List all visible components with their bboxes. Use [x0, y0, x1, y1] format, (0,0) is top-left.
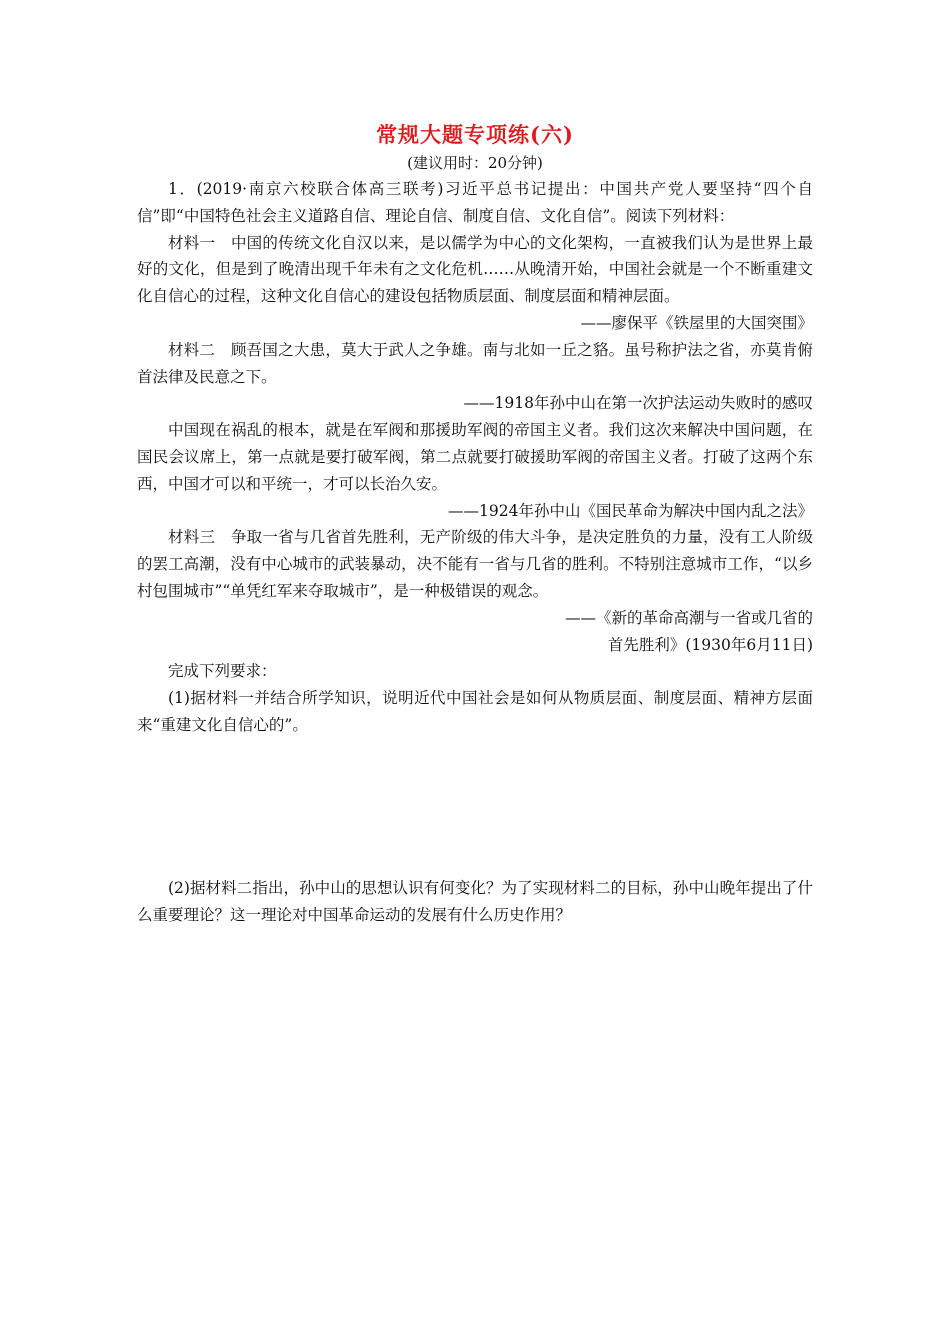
material-two-quote: 中国现在祸乱的根本，就是在军阀和那援助军阀的帝国主义者。我们这次来解决中国问题，在国民会议席上，第一点就是要打破军阀，第二点就要打破援助军阀的帝国主义者。打破了这两个东西，中国才可以和平统一，才可以长治久安。: [137, 421, 813, 493]
requirement-heading: 完成下列要求：: [168, 662, 277, 681]
material-one: 材料一 中国的传统文化自汉以来，是以儒学为中心的文化架构，一直被我们认为是世界上最好的文化，但是到了晚清出现千年未有之文化危机……从晚清开始，中国社会就是一个不断重建文化自信心的过程，这种文化自信心的建设包括物质层面、制度层面和精神层面。: [137, 233, 813, 306]
material-three-source-line1: ——《新的革命高潮与一省或几省的: [564, 608, 813, 627]
sub-question-1: (1)据材料一并结合所学知识，说明近代中国社会是如何从物质层面、制度层面、精神方层面来“重建文化自信心的”。: [137, 689, 813, 734]
page-title: 常规大题专项练(六): [376, 122, 574, 147]
material-two: 材料二 顾吾国之大患，莫大于武人之争雄。南与北如一丘之貉。虽号称护法之省，亦莫肯俯首法律及民意之下。: [137, 340, 813, 386]
answer-space-1: [137, 739, 813, 875]
sub-question-2: (2)据材料二指出，孙中山的思想认识有何变化？为了实现材料二的目标，孙中山晚年提出了什么重要理论？这一理论对中国革命运动的发展有什么历史作用？: [137, 878, 813, 924]
material-two-source: ——1918年孙中山在第一次护法运动失败时的感叹: [463, 394, 813, 413]
question-intro: 1．(2019·南京六校联合体高三联考)习近平总书记提出：中国共产党人要坚持“四个自信”即“中国特色社会主义道路自信、理论自信、制度自信、文化自信”。阅读下列材料：: [137, 180, 813, 225]
worksheet-page: [137, 118, 813, 928]
material-three: 材料三 争取一省与几省首先胜利，无产阶级的伟大斗争，是决定胜负的力量，没有工人阶级的罢工高潮，没有中心城市的武装暴动，决不能有一省与几省的胜利。不特别注意城市工作，“以乡村包围城市”“单凭红军来夺取城市”，是一种极错误的观念。: [137, 528, 813, 600]
time-suggestion: (建议用时：20分钟): [407, 154, 543, 172]
material-three-source-line2: 首先胜利》(1930年6月11日): [607, 635, 813, 654]
material-two-quote-source: ——1924年孙中山《国民革命为解决中国内乱之法》: [448, 501, 813, 520]
material-one-source: ——廖保平《铁屋里的大国突围》: [580, 313, 813, 332]
